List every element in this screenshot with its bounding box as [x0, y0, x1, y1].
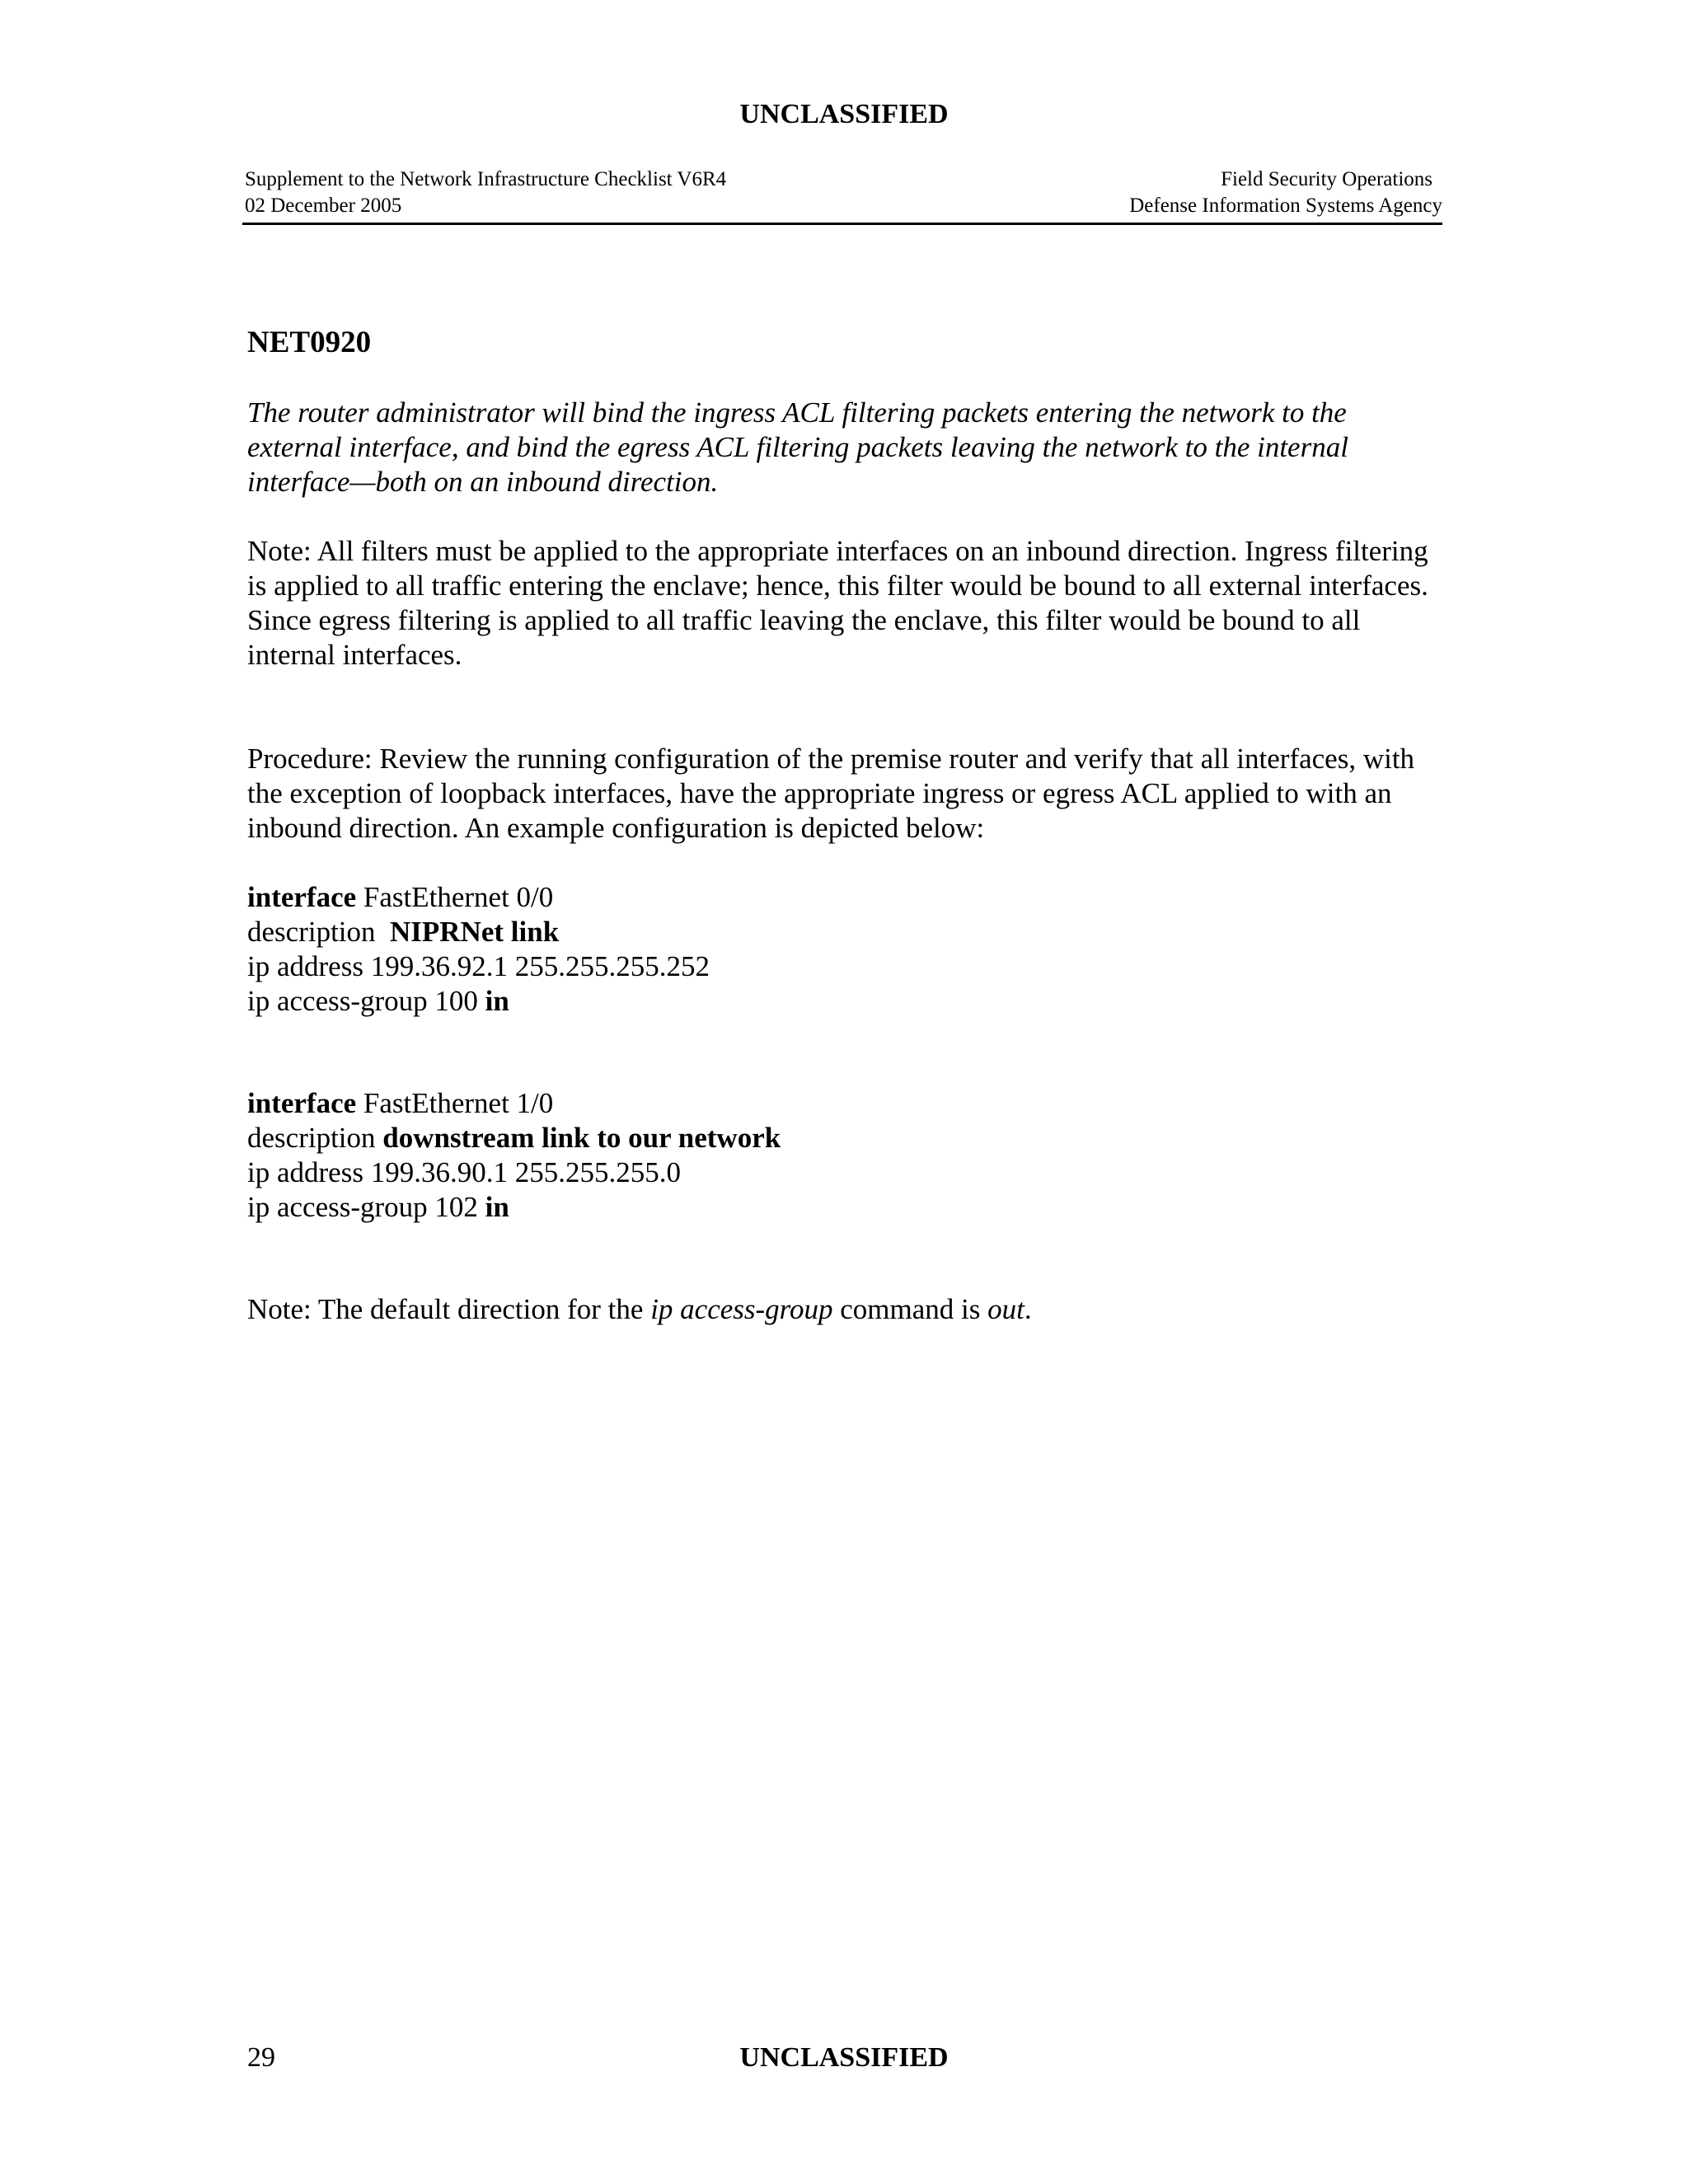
description-value: NIPRNet link: [390, 916, 560, 948]
interface-name: FastEthernet 0/0: [356, 881, 554, 913]
acl-direction: in: [485, 985, 509, 1017]
keyword: interface: [247, 1087, 357, 1119]
config-line: [247, 880, 710, 915]
description-keyword: description: [247, 1122, 383, 1154]
note-text: Note: The default direction for the: [247, 1293, 651, 1325]
header-agency: Defense Information Systems Agency: [1129, 194, 1442, 217]
requirement-text: The router administrator will bind the ingress ACL filtering packets entering the network to the external interface, and bind the egress ACL filtering packets leaving the network to the internal interface—both on an inbound direction.: [247, 396, 1348, 498]
procedure-paragraph: Procedure: Review the running configuration of the premise router and verify that all interfaces, with the exception of loopback interfaces, have the appropriate ingress or egress ACL applied to with an inbound direction. An example configuration is depicted below:: [247, 743, 1415, 844]
header-right: [1129, 166, 1442, 219]
keyword: interface: [247, 881, 357, 913]
note-text: .: [1024, 1293, 1032, 1325]
config-line: [247, 984, 710, 1019]
note-paragraph: Note: All filters must be applied to the appropriate interfaces on an inbound direction. Ingress filtering is applied to all traffic entering the enclave; hence, this filter would be bound to all external interfaces. Since egress filtering is applied to all traffic leaving the enclave, this filter would be bound to all internal interfaces.: [247, 535, 1428, 671]
classification-bottom: UNCLASSIFIED: [739, 2042, 949, 2073]
config-line: [247, 1121, 781, 1155]
interface-name: FastEthernet 1/0: [356, 1087, 554, 1119]
header-rule: [242, 223, 1442, 225]
config-line: [247, 915, 710, 949]
config-block-2: [247, 1086, 781, 1225]
config-line: ip address 199.36.92.1 255.255.255.252: [247, 950, 710, 982]
note-text: command is: [832, 1293, 988, 1325]
config-block-1: [247, 880, 710, 1019]
section-id: NET0920: [247, 326, 372, 359]
classification-top: UNCLASSIFIED: [739, 99, 949, 129]
header-org-unit: Field Security Operations: [1221, 168, 1432, 190]
command-name: ip access-group: [650, 1293, 833, 1325]
config-line: [247, 1086, 781, 1121]
header-date: 02 December 2005: [245, 194, 402, 217]
description-value: downstream link to our network: [382, 1122, 781, 1154]
default-direction-note: [247, 1292, 1442, 1327]
acl-command: ip access-group 100: [247, 985, 485, 1017]
config-line: [247, 1190, 781, 1225]
description-keyword: description: [247, 916, 391, 948]
header-doc-title: Supplement to the Network Infrastructure Checklist V6R4: [245, 168, 727, 190]
page-number: 29: [247, 2042, 275, 2073]
default-direction: out: [987, 1293, 1025, 1325]
header-left: [245, 166, 726, 219]
acl-direction: in: [485, 1191, 509, 1223]
config-line: ip address 199.36.90.1 255.255.255.0: [247, 1156, 681, 1188]
acl-command: ip access-group 102: [247, 1191, 485, 1223]
